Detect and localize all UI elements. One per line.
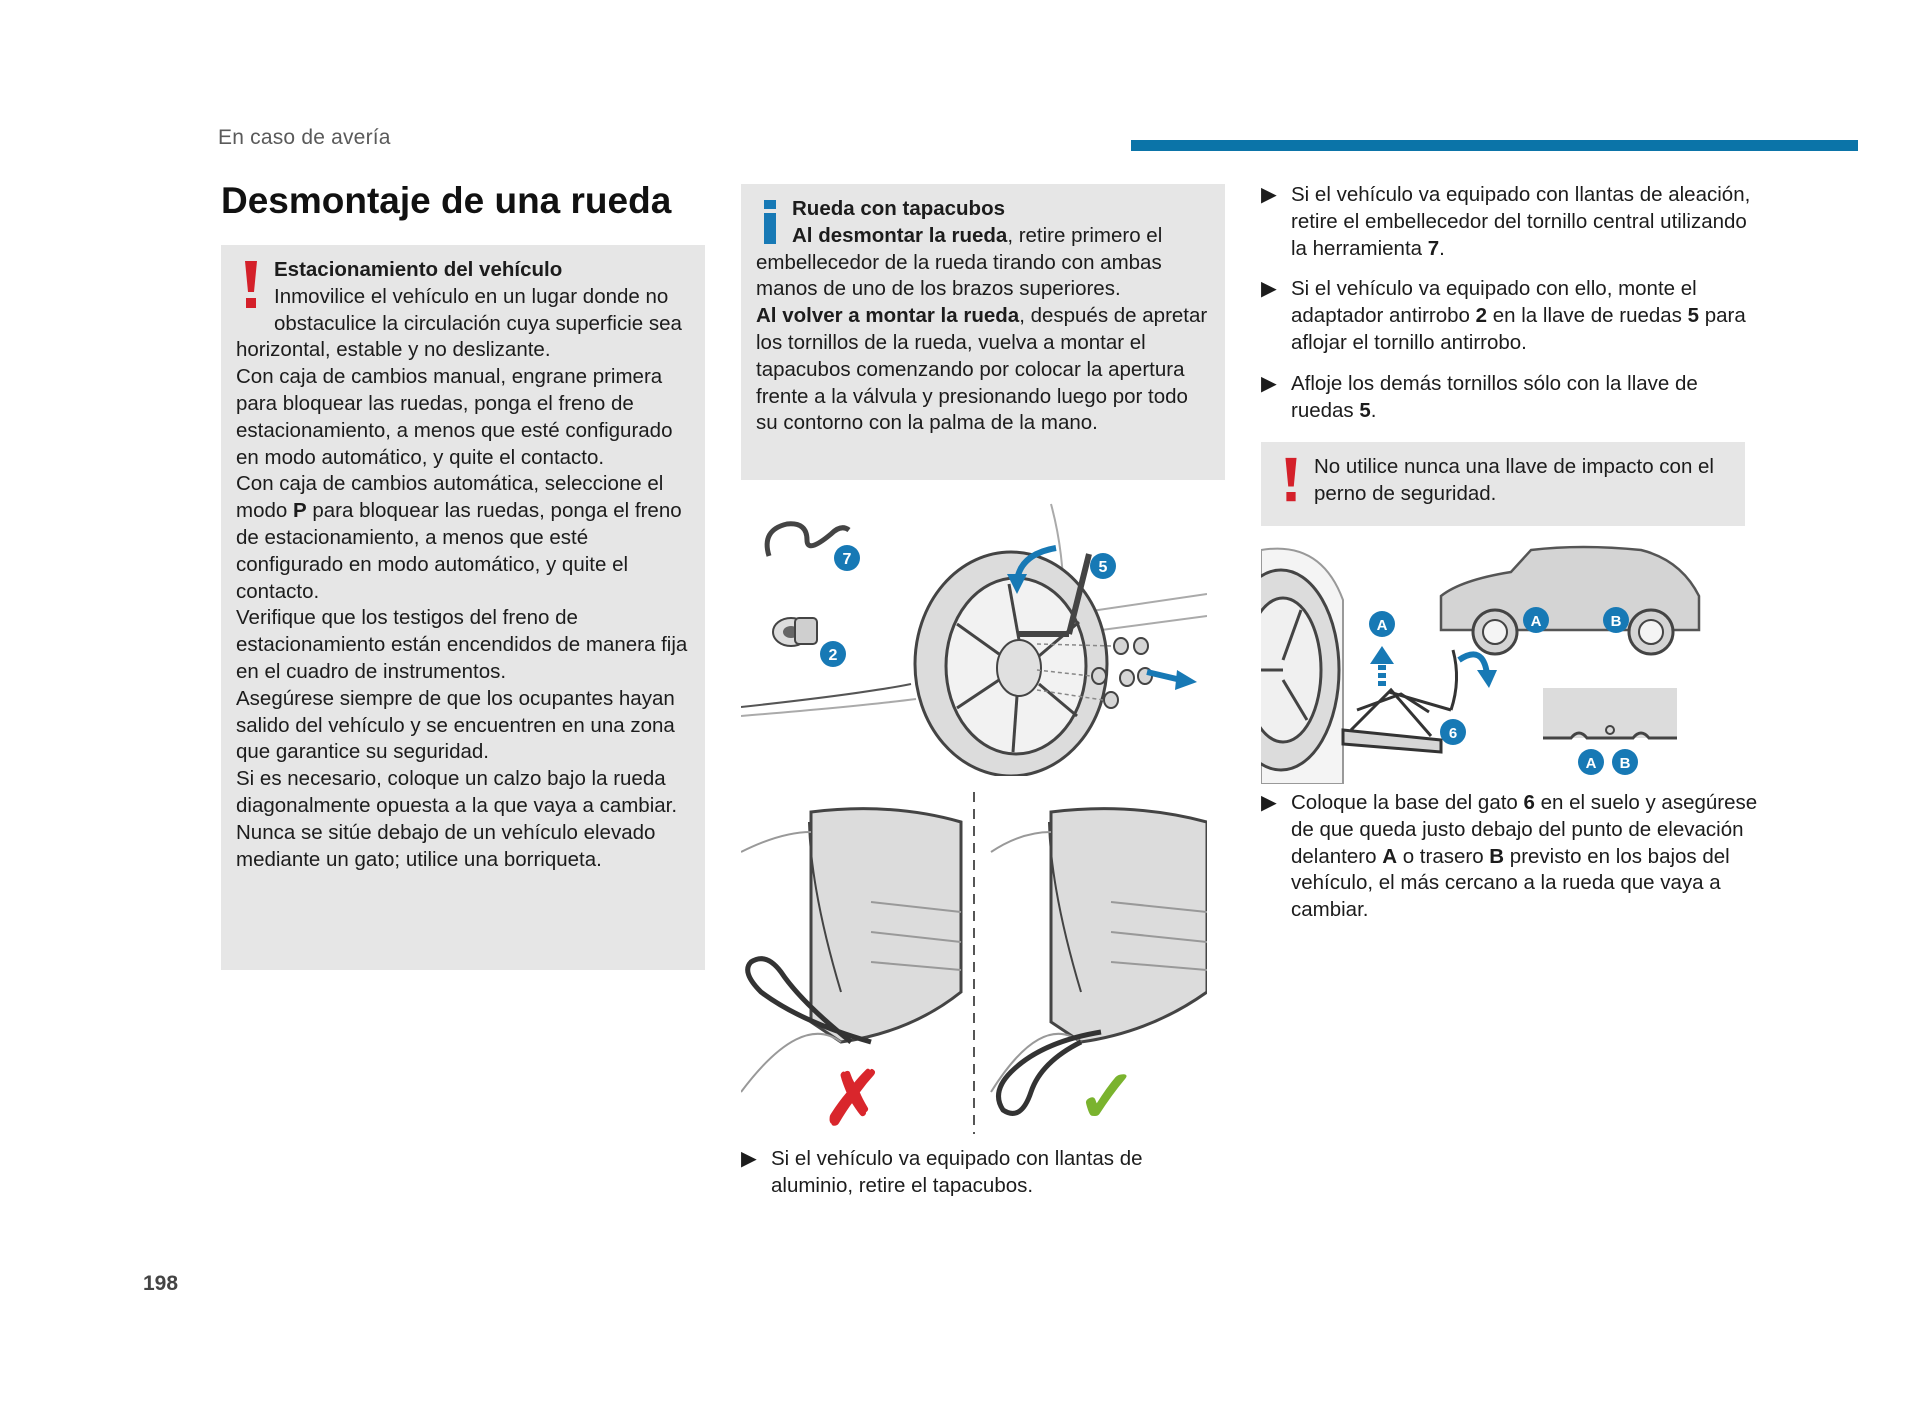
parking-warning-box	[221, 245, 705, 970]
right-mark-icon: ✓	[1075, 1055, 1139, 1134]
svg-text:A: A	[1376, 617, 1388, 634]
instruction-item: ▶ Si el vehículo va equipado con llantas de aleación, retire el embellecedor del tornillo central utilizando la herramienta 7.	[1261, 183, 1751, 260]
svg-text:2: 2	[828, 647, 838, 664]
svg-text:7: 7	[842, 551, 852, 568]
wrong-mark-icon: ✗	[821, 1057, 885, 1134]
wheel-removal-illustration	[741, 494, 1207, 776]
scissor-jack	[1343, 650, 1457, 752]
callout-5	[1090, 553, 1116, 579]
svg-text:5: 5	[1098, 559, 1108, 576]
exclamation-icon	[1276, 456, 1306, 504]
bullet-arrow-icon: ▶	[1261, 371, 1277, 395]
impact-wrench-warning-box	[1261, 442, 1745, 526]
warning-text: No utilice nunca una llave de impacto con el perno de seguridad.	[1314, 455, 1714, 505]
info-paragraph: Al volver a montar la rueda, después de apretar los tornillos de la rueda, vuelva a montar el tapacubos comenzando por colocar la apertura frente a la válvula y presionando luego por todo su contorno con la palma de la mano.	[756, 304, 1208, 435]
svg-text:6: 6	[1448, 725, 1458, 742]
warning-paragraph: Verifique que los testigos del freno de estacionamiento están encendidos de manera fija en el cuadro de instrumentos.	[236, 606, 688, 683]
callout-b	[1603, 607, 1629, 633]
instruction-item: ▶ Si el vehículo va equipado con llantas de aluminio, retire el tapacubos.	[741, 1147, 1143, 1197]
info-icon	[756, 198, 784, 246]
callout-7	[834, 545, 860, 571]
section-color-bar	[1131, 140, 1858, 151]
instruction-item: ▶ Afloje los demás tornillos sólo con la llave de ruedas 5.	[1261, 371, 1698, 422]
svg-text:B: B	[1610, 613, 1622, 630]
warning-paragraph: Con caja de cambios automática, seleccione el modo P para bloquear las ruedas, ponga el freno de estacionamiento, a menos que esté configurado en modo automático, y quite el contacto.	[236, 472, 682, 603]
section-label: En caso de avería	[218, 126, 391, 149]
wheel-drawing	[1261, 549, 1343, 784]
bolt-loosening-instructions	[1261, 182, 1761, 438]
wrong-method-panel	[741, 809, 961, 1134]
bullet-arrow-icon: ▶	[1261, 791, 1277, 814]
aluminium-rims-instructions	[741, 1146, 1225, 1214]
bullet-arrow-icon: ▶	[1261, 183, 1277, 206]
callout-a	[1523, 607, 1549, 633]
warning-paragraph: Con caja de cambios manual, engrane primera para bloquear las ruedas, ponga el freno de estacionamiento, a menos que esté configurado en modo automático, y quite el contacto.	[236, 365, 673, 469]
hubcap-removal-illustration	[741, 792, 1207, 1134]
anti-theft-adapter	[773, 618, 817, 646]
hubcap-info-box	[741, 184, 1225, 480]
page-title: Desmontaje de una rueda	[221, 180, 672, 221]
bullet-arrow-icon: ▶	[741, 1147, 757, 1170]
jack-placement-illustration	[1261, 540, 1711, 784]
svg-text:B: B	[1619, 755, 1631, 772]
exclamation-icon	[236, 259, 266, 311]
warning-heading: Estacionamiento del vehículo	[274, 258, 563, 281]
car-side-view	[1441, 547, 1699, 654]
warning-paragraph: Si es necesario, coloque un calzo bajo la rueda diagonalmente opuesta a la que vaya a cambiar.	[236, 767, 678, 817]
callout-b	[1612, 749, 1638, 775]
instruction-item: ▶ Si el vehículo va equipado con ello, monte el adaptador antirrobo 2 en la llave de ruedas 5 para aflojar el tornillo antirrobo.	[1261, 277, 1746, 354]
underbody-lifting-point-detail	[1543, 688, 1677, 738]
jack-placement-instructions	[1261, 790, 1761, 938]
info-paragraph: Al desmontar la rueda, retire primero el embellecedor de la rueda tirando con ambas manos de uno de los brazos superiores.	[756, 223, 1163, 301]
instruction-item: ▶ Coloque la base del gato 6 en el suelo y asegúrese de que queda justo debajo del punto de elevación delantero A o trasero B previsto en los bajos del vehículo, el más cercano a la rueda que vaya a cambiar.	[1261, 791, 1758, 922]
svg-text:A: A	[1585, 755, 1597, 772]
bullet-arrow-icon: ▶	[1261, 277, 1277, 301]
callout-a	[1369, 611, 1395, 637]
info-heading: Rueda con tapacubos	[792, 197, 1006, 220]
warning-paragraph: Nunca se sitúe debajo de un vehículo elevado mediante un gato; utilice una borriqueta.	[236, 820, 656, 871]
warning-paragraph: Asegúrese siempre de que los ocupantes hayan salido del vehículo y se encuentren en una zona que garantice su seguridad.	[236, 686, 675, 764]
callout-2	[820, 641, 846, 667]
svg-text:A: A	[1530, 613, 1542, 630]
callout-6	[1440, 719, 1466, 745]
callout-a	[1578, 749, 1604, 775]
correct-method-panel	[991, 809, 1207, 1134]
page-number: 198	[143, 1272, 179, 1295]
warning-paragraph: Inmovilice el vehículo en un lugar donde no obstaculice la circulación cuya superficie sea horizontal, estable y no deslizante.	[236, 284, 682, 362]
